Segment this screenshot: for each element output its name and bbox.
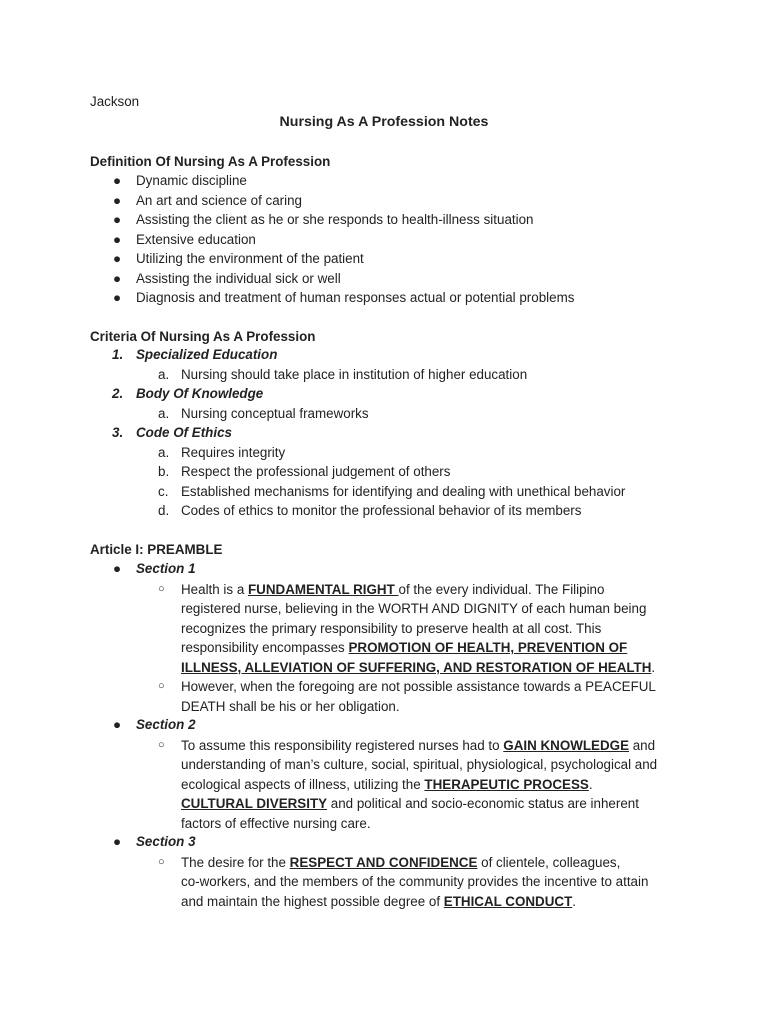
bullet-icon: ● (113, 717, 122, 732)
emphasis: ILLNESS, ALLEVIATION OF SUFFERING, AND RESTORATION OF HEALTH (181, 659, 652, 675)
bullet-icon: ● (113, 231, 122, 247)
bullet-icon: ● (113, 251, 122, 266)
article-heading: Article I: PREAMBLE (90, 542, 223, 557)
bullet-icon: ● (113, 270, 122, 286)
list-item: ● An art and science of caring (113, 192, 302, 208)
circle-bullet-icon: ○ (158, 680, 165, 692)
emphasis: CULTURAL DIVERSITY (181, 796, 328, 811)
section-heading: ● Section 3 (113, 834, 196, 849)
circle-bullet-icon: ○ (158, 738, 165, 751)
list-item: ● Assisting the individual sick or well (113, 270, 341, 286)
list-item: ● Diagnosis and treatment of human responses actual or potential problems (113, 290, 575, 305)
emphasis: THERAPEUTIC PROCESS (424, 776, 589, 792)
list-item: ● Utilizing the environment of the patient (113, 251, 364, 266)
bullet-icon: ● (113, 212, 122, 227)
emphasis: PROMOTION OF HEALTH, PREVENTION OF (348, 640, 628, 655)
definition-list (0, 172, 574, 309)
page-title: Nursing As A Profession Notes (279, 114, 489, 130)
definition-heading: Definition Of Nursing As A Profession (90, 154, 331, 169)
list-item: ● Extensive education (113, 231, 256, 247)
section-paragraph: ○ However, when the foregoing are not possible assistance towards a PEACEFUL DEATH shall be his or her obligation. (158, 679, 656, 714)
circle-bullet-icon: ○ (158, 582, 165, 595)
section-paragraph: ○ To assume this responsibility registered nurses had to GAIN KNOWLEDGE and understanding of man’s culture, social, spiritual, physiological, psychological and ecological aspects of illness, utilizing the THERAPEUTIC PROCESS. CULTURAL DIVERSITY and political and socio-economic status are inherent factors of effective nursing care. (158, 737, 658, 831)
list-item: ● Dynamic discipline (113, 173, 247, 188)
bullet-icon: ● (113, 834, 122, 849)
emphasis: GAIN KNOWLEDGE (503, 737, 630, 753)
author-name: Jackson (90, 94, 140, 109)
emphasis: FUNDAMENTAL RIGHT (248, 581, 399, 597)
bullet-icon: ● (113, 561, 122, 576)
emphasis: ETHICAL CONDUCT (443, 893, 573, 909)
emphasis: RESPECT AND CONFIDENCE (289, 854, 478, 870)
bullet-icon: ● (113, 290, 122, 305)
bullet-icon: ● (113, 173, 122, 188)
section-paragraph: ○ Health is a FUNDAMENTAL RIGHT of the every individual. The Filipino registered nurse, believing in the WORTH AND DIGNITY of each human being recognizes the primary responsibility to preserve health at all cost. This responsibility encompasses PROMOTION OF HEALTH, PREVENTION OF ILLNESS, ALLEVIATION OF SUFFERING, AND RESTORATION OF HEALTH. (158, 581, 656, 675)
article-sections (0, 560, 768, 911)
section-heading: ● Section 1 (113, 561, 196, 576)
list-item: ● Assisting the client as he or she responds to health-illness situation (113, 212, 534, 227)
section-paragraph: ○ The desire for the RESPECT AND CONFIDENCE of clientele, colleagues, co-workers, and the members of the community provides the incentive to attain and maintain the highest possible degree of ETHICAL CONDUCT. (158, 854, 649, 909)
document-page: Jackson Nursing As A Profession Notes Definition Of Nursing As A Profession ● Dynamic discipline ● An art and science of caring ● Assisting the client as he or she responds to health-illness situation ● Extensive education ● Utilizing the environment of the patient ● Assisting the individual sick or well ● Diagnosis and treatment of human responses actual or potential problems Criteria Of Nursing As A Profession 1. Specialized Education a. Nursing should take place in institution of higher education 2. Body Of Knowledge a. Nursing conceptual frameworks 3. Code Of Ethics a. Requires integrity b. Respect the professional judgement of others c. Established mechanisms for identifying and dealing with unethical behavior d. Codes of ethics to monitor the professional behavior of its members Article I: PREAMBLE ● Section 1 ○ Health is a FUNDAMENTAL RIGHT of the every individual. The Filipino registered nurse, believing in the WORTH AND DIGNITY of each human being recognizes the primary responsibility to preserve health at all cost. This responsibility encompasses PROMOTION OF HEALTH, PREVENTION OF ILLNESS, ALLEVIATION OF SUFFERING, AND RESTORATION OF HEALTH. ○ However, when the foregoing are not possible assistance towards a PEACEFUL DEATH shall be his or her obligation. ● Section 2 ○ To assume this responsibility registered nurses had to GAIN KNOWLEDGE and understanding of man’s culture, social, spiritual, physiological, psychological and ecological aspects of illness, utilizing the THERAPEUTIC PROCESS. CULTURAL DIVERSITY and political and socio-economic status are inherent factors of effective nursing care. ● Section 3 ○ The desire for the RESPECT AND CONFIDENCE of clientele, colleagues, co-workers, and the members of the community provides the incentive to attain and maintain the highest possible degree of ETHICAL CONDUCT. (0, 0, 768, 1024)
circle-bullet-icon: ○ (158, 855, 165, 868)
criteria-heading: Criteria Of Nursing As A Profession (90, 329, 316, 344)
bullet-icon: ● (113, 192, 122, 208)
section-heading: ● Section 2 (113, 717, 196, 732)
